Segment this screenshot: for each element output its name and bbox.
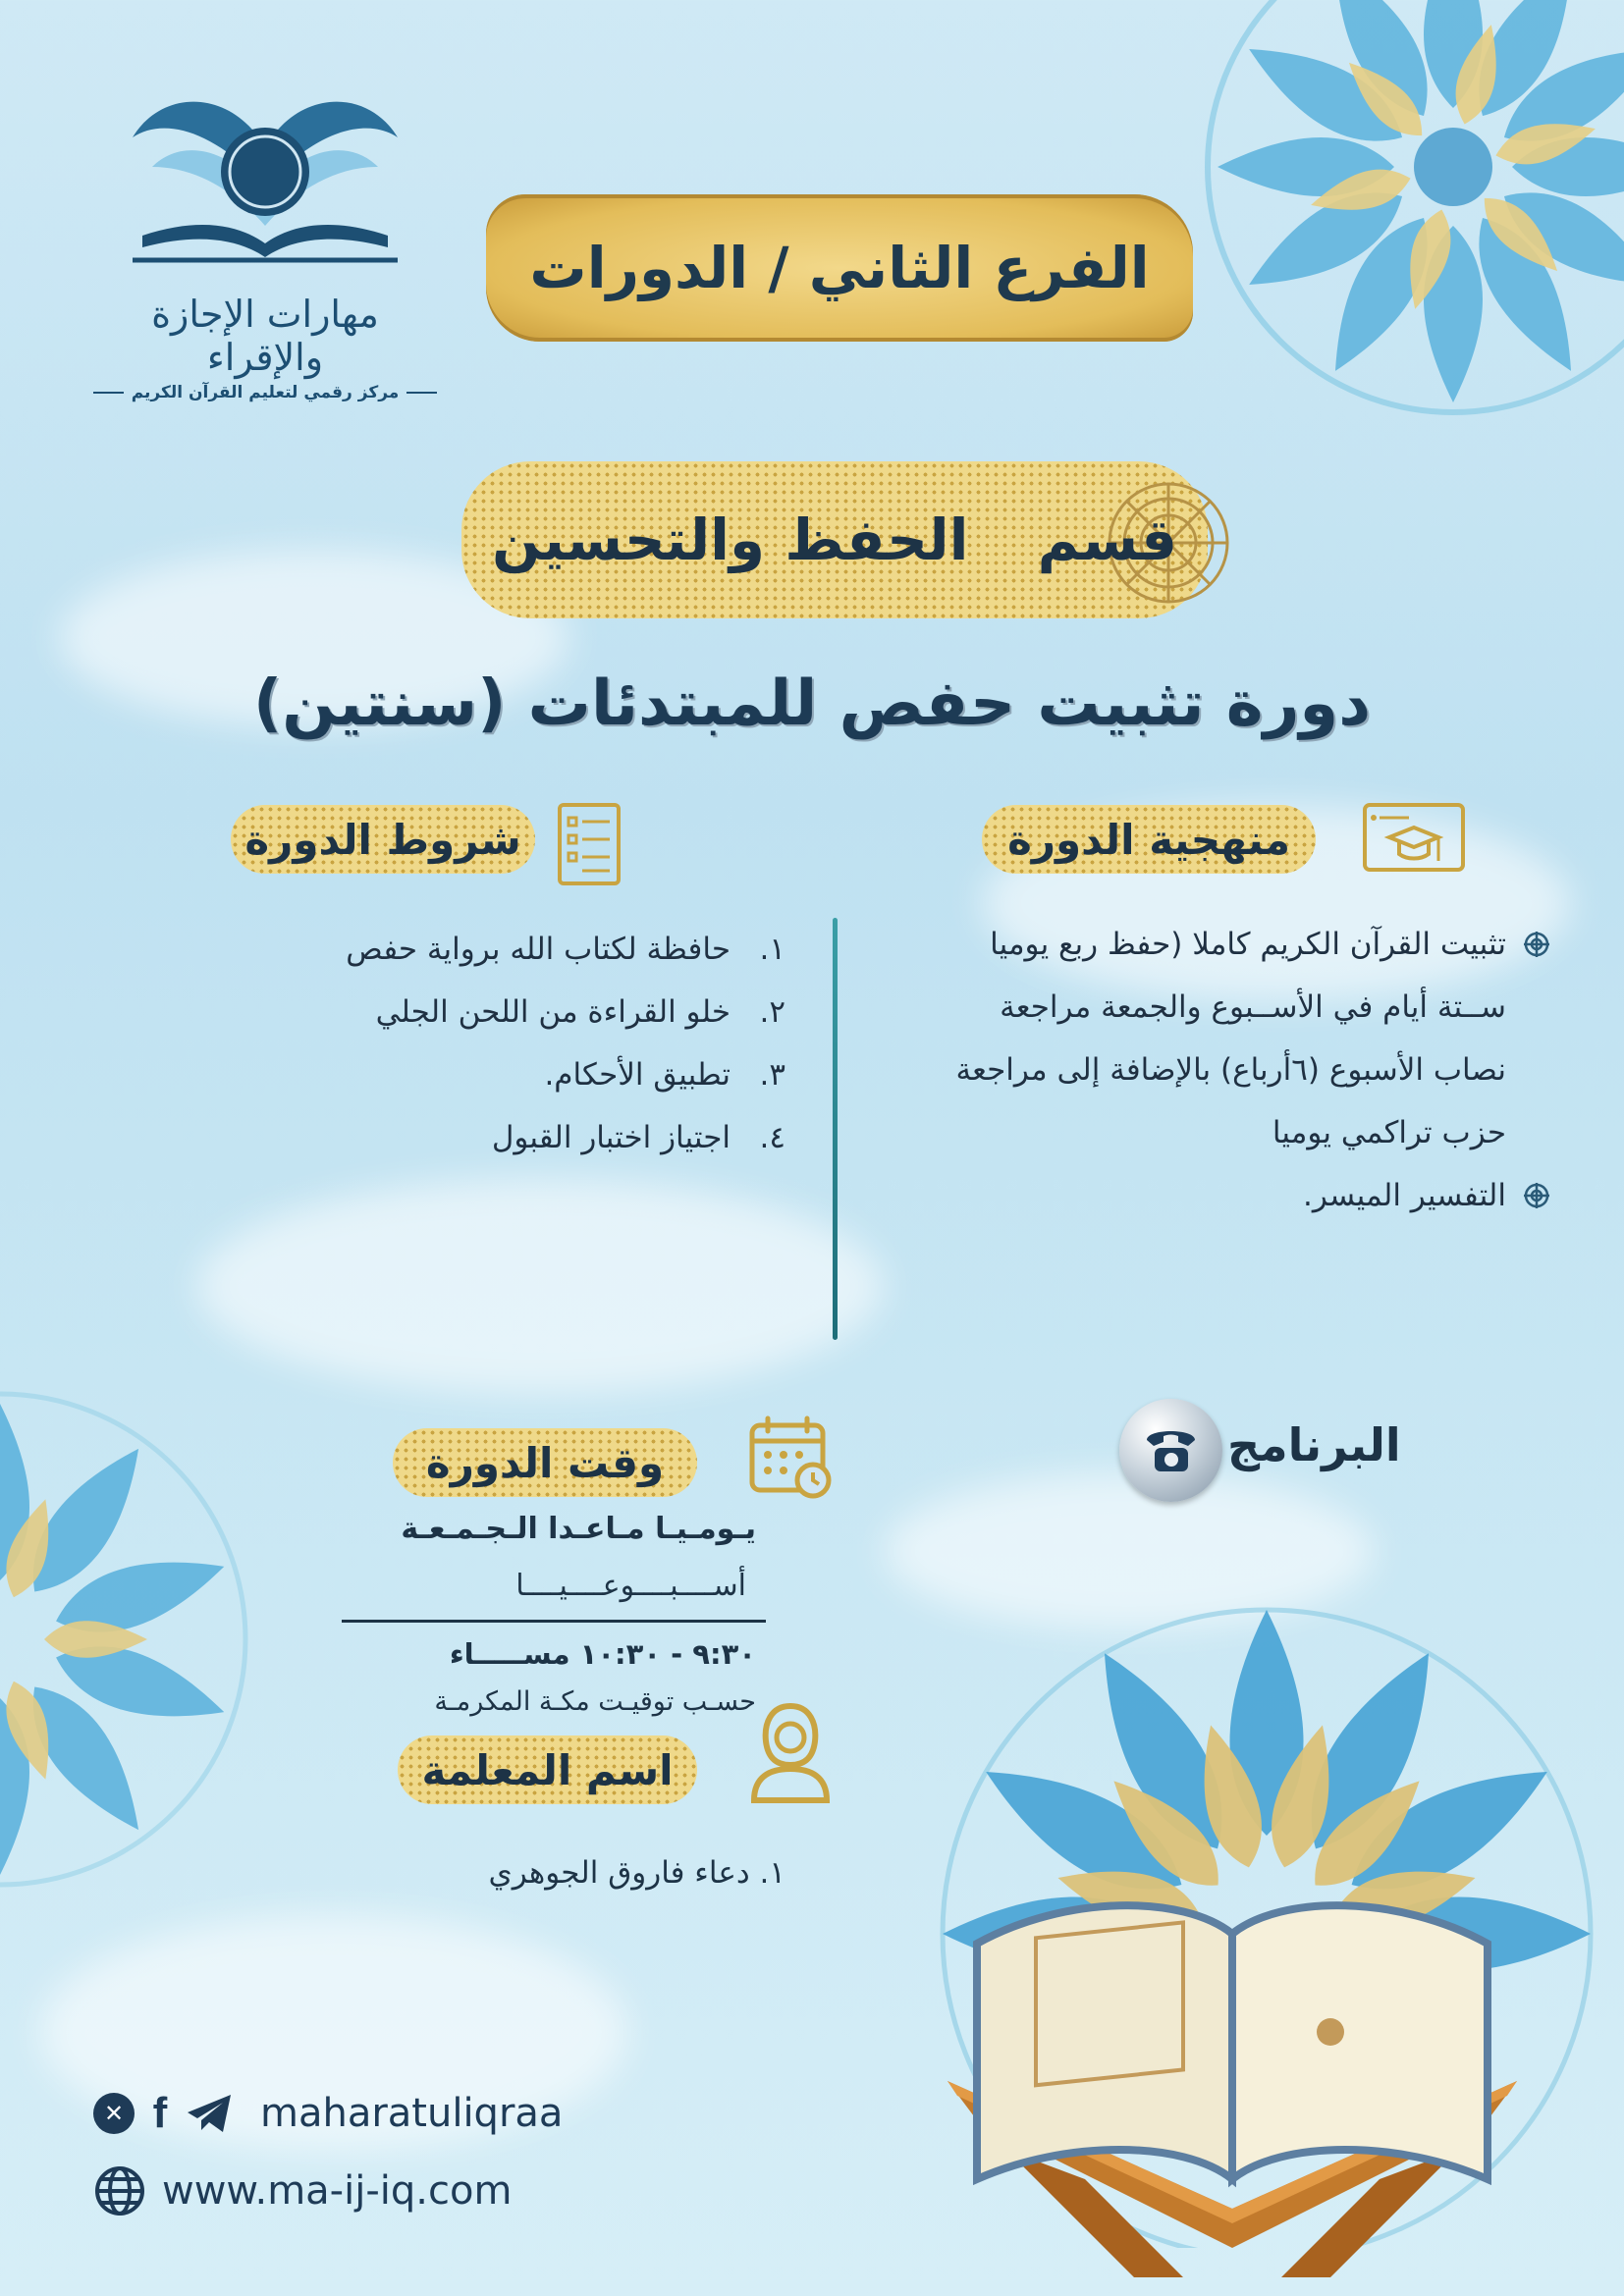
- checklist-icon: [555, 800, 623, 888]
- facebook-icon[interactable]: f: [152, 2089, 168, 2137]
- course-title: دورة تثبيت حفص للمبتدئات (سنتين): [252, 667, 1372, 740]
- logo-title: مهارات الإجازة والإقراء: [151, 293, 379, 379]
- schedule-days: يـومـيـا مـاعـدا الـجـمـعـة: [401, 1512, 756, 1546]
- phone-icon: [1119, 1399, 1222, 1502]
- methodology-heading: منهجية الدورة: [982, 805, 1316, 874]
- x-icon[interactable]: ✕: [93, 2093, 135, 2134]
- teacher-name: ١. دعاء فاروق الجوهري: [488, 1855, 785, 1891]
- schedule-frequency: أســــبــــوعــــيــــا: [515, 1569, 746, 1603]
- website-link[interactable]: www.ma-ij-iq.com: [162, 2168, 513, 2214]
- globe-icon: [93, 2164, 146, 2217]
- telegram-icon[interactable]: [186, 2093, 235, 2134]
- list-item: ٣. تطبيق الأحكام.: [544, 1057, 785, 1093]
- schedule-heading: وقت الدورة: [393, 1428, 697, 1497]
- schedule-timezone: حسـب توقيـت مكـة المكرمـة: [434, 1686, 756, 1717]
- teacher-icon: [746, 1698, 835, 1806]
- social-handle[interactable]: maharatuliqraa: [260, 2091, 564, 2136]
- program-label: البرنامج: [1227, 1418, 1401, 1471]
- graduation-cap-icon: [1360, 800, 1468, 879]
- list-item: تثبيت القرآن الكريم كاملا (حفظ ربع يوميا ســتة أيام في الأســبوع والجمعة مراجعة نصاب الأسبوع (٦أرباع) بالإضافة إلى مراجعة حزب تراكمي يوميا: [864, 913, 1551, 1164]
- list-item: ٢. خلو القراءة من اللحن الجلي: [375, 994, 785, 1030]
- conditions-list: [245, 918, 785, 1169]
- calendar-icon: [746, 1414, 835, 1502]
- column-divider: [833, 918, 838, 1340]
- section-label-name: الحفظ والتحسين: [491, 507, 969, 573]
- ornament-bullet-icon: [1522, 930, 1551, 959]
- section-label: [461, 461, 1208, 618]
- methodology-list: [864, 913, 1551, 1227]
- list-item: التفسير الميسر.: [864, 1164, 1551, 1227]
- list-item: ١. حافظة لكتاب الله برواية حفص: [346, 932, 785, 967]
- schedule-time: ٩:٣٠ - ١٠:٣٠ مســـــاء: [449, 1637, 756, 1671]
- schedule-divider: [342, 1620, 766, 1623]
- list-item: ٤. اجتياز اختبار القبول: [491, 1120, 785, 1155]
- teacher-heading: اسم المعلمة: [398, 1735, 697, 1804]
- logo-emblem-icon: [93, 79, 437, 294]
- conditions-heading: شروط الدورة: [231, 805, 535, 874]
- logo-subtitle: مركز رقمي لتعليم القرآن الكريم: [131, 383, 400, 402]
- section-label-prefix: قسم: [1037, 507, 1178, 573]
- ornament-bullet-icon: [1522, 1181, 1551, 1210]
- logo: [93, 79, 437, 402]
- branch-banner-title: الفرع الثاني / الدورات: [529, 235, 1150, 301]
- website-row: [93, 2164, 512, 2217]
- social-row: [93, 2091, 563, 2136]
- left-mandala-ornament: [0, 1306, 295, 1993]
- quran-on-stand-illustration: [889, 1826, 1576, 2287]
